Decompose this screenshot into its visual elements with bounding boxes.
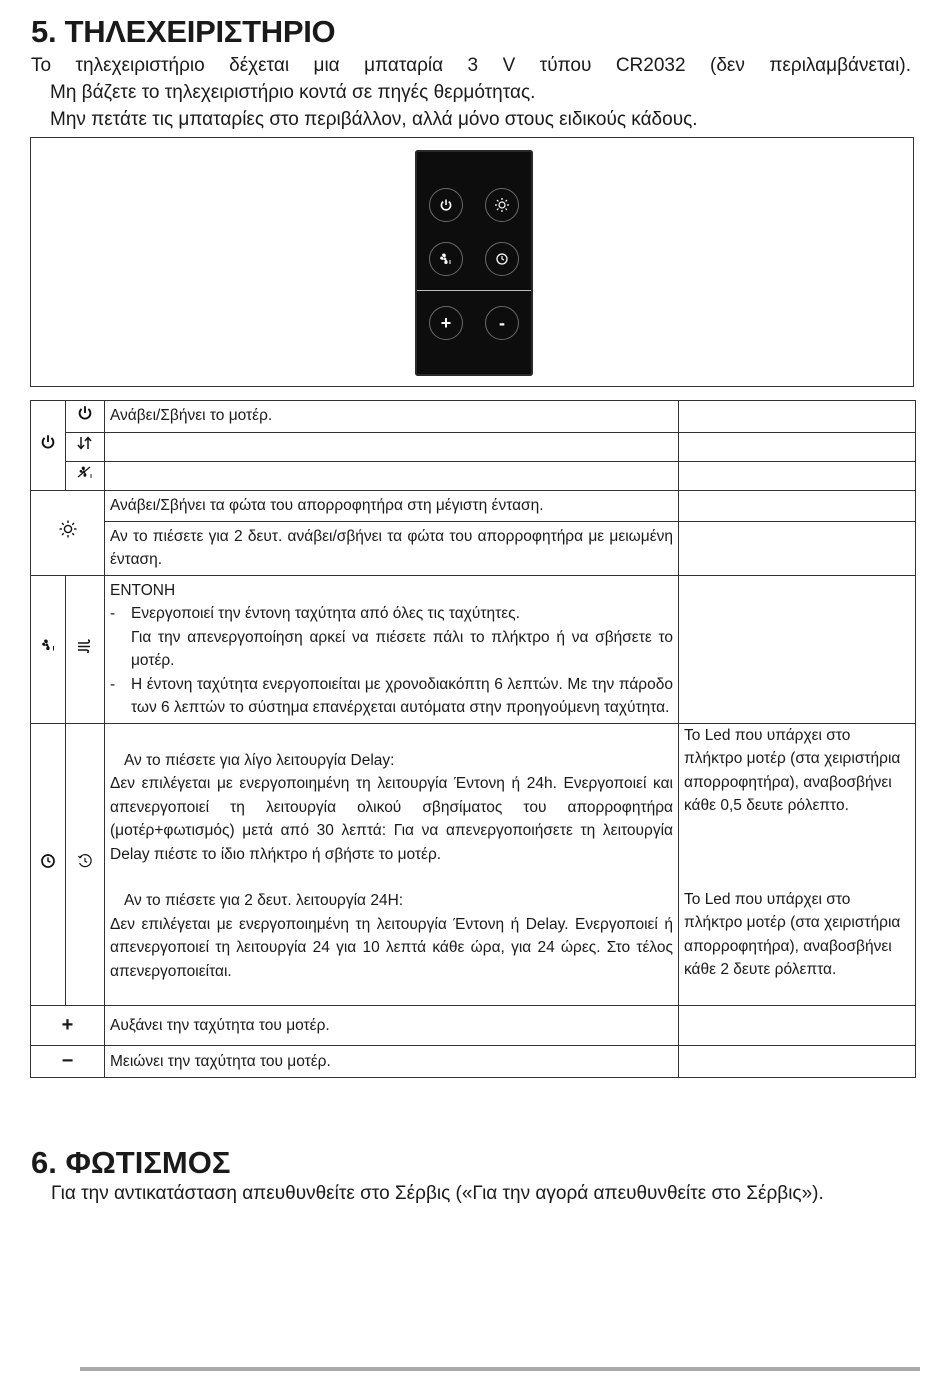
empty-note-cell xyxy=(679,1046,916,1078)
clock-icon xyxy=(77,853,93,869)
function-table xyxy=(30,400,916,1078)
empty-note-cell xyxy=(679,462,916,491)
h24-text: Δεν επιλέγεται με ενεργοποιημένη τη λειτουργία Έντονη ή Delay. Ενεργοποιεί ή απενεργοποιεί τη λειτουργία 24 για 10 λεπτά κάθε ώρα, για 24 ώρες. Στο τέλος απενεργοποιείται. xyxy=(110,915,673,980)
plus-icon: + xyxy=(61,1013,74,1036)
minus-icon: − xyxy=(61,1049,74,1072)
empty-note-cell xyxy=(679,433,916,462)
delay-heading: Αν το πιέσετε για λίγο λειτουργία Delay: xyxy=(124,751,395,769)
intense-heading: ΕΝΤΟΝΗ xyxy=(110,581,176,599)
intro-line-3: Μην πετάτε τις μπαταρίες στο περιβάλλον, αλλά μόνο στους ειδικούς κάδους. xyxy=(50,109,698,130)
light-description-2: Αν το πιέσετε για 2 δευτ. ανάβει/σβήνει τα φώτα του απορροφητήρα με μειωμένη ένταση. xyxy=(105,521,679,575)
timer-notes xyxy=(679,723,916,1006)
power-description: Ανάβει/Σβήνει το μοτέρ. xyxy=(105,401,679,433)
remote-divider xyxy=(417,290,531,291)
plus-description: Αυξάνει την ταχύτητα του μοτέρ. xyxy=(105,1006,679,1046)
empty-note-cell xyxy=(679,575,916,723)
remote-plus-button xyxy=(429,306,463,340)
timer-cell xyxy=(31,723,66,1006)
table-row xyxy=(31,1006,916,1046)
fan-off-icon xyxy=(76,464,94,480)
intro-line-1: Το τηλεχειριστήριο δέχεται μια μπαταρία 3 V τύπου CR2032 (δεν περιλαμβάνεται). xyxy=(31,55,911,76)
plus-icon: + xyxy=(440,313,452,333)
remote-control-image xyxy=(415,150,533,376)
intense-item-1: - Ενεργοποιεί την έντονη ταχύτητα από όλες τις ταχύτητες. xyxy=(110,605,520,622)
table-row xyxy=(31,575,916,723)
fan-icon xyxy=(438,251,454,267)
intense-item-2: - Η έντονη ταχύτητα ενεργοποιείται με χρονοδιακόπτη 6 λεπτών. Με την πάροδο των 6 λεπτών το σύστημα επανέρχεται αυτόματα στην προηγούμενη ταχύτητα. xyxy=(110,675,673,716)
remote-fan-button xyxy=(429,242,463,276)
remote-figure xyxy=(30,137,914,387)
intense-item-1-continued: Για την απενεργοποίηση αρκεί να πιέσετε πάλι το πλήκτρο ή να σβήσετε το μοτέρ. xyxy=(131,628,673,669)
wind-icon xyxy=(76,639,94,653)
table-row xyxy=(31,462,916,491)
delay-led-note: Το Led που υπάρχει στο πλήκτρο μοτέρ (στα χειριστήρια απορροφητήρα), αναβοσβήνει κάθε 0,5 δευτε ρόλεπτο. xyxy=(684,726,901,814)
empty-note-cell xyxy=(679,491,916,522)
power-sub-cell xyxy=(66,401,105,433)
table-row xyxy=(31,491,916,522)
table-row xyxy=(31,1046,916,1078)
empty-note-cell xyxy=(679,1006,916,1046)
minus-icon: - xyxy=(499,313,505,333)
timer-description xyxy=(105,723,679,1006)
fan-off-cell xyxy=(66,462,105,491)
table-row xyxy=(31,401,916,433)
empty-note-cell xyxy=(679,521,916,575)
empty-text-cell xyxy=(105,433,679,462)
light-icon xyxy=(58,519,78,539)
intro-line-2: Μη βάζετε το τηλεχειριστήριο κοντά σε πηγές θερμότητας. xyxy=(50,82,536,103)
empty-note-cell xyxy=(679,401,916,433)
power-icon xyxy=(77,405,93,421)
plus-cell xyxy=(31,1006,105,1046)
power-icon xyxy=(40,434,56,450)
minus-cell xyxy=(31,1046,105,1078)
fan-icon xyxy=(39,637,57,653)
wind-cell xyxy=(66,575,105,723)
speed-arrows-cell xyxy=(66,433,105,462)
up-down-arrows-icon xyxy=(76,435,94,451)
power-icon xyxy=(439,198,453,212)
light-group-cell xyxy=(31,491,105,576)
table-row xyxy=(31,521,916,575)
footer-rule xyxy=(80,1367,920,1371)
section-6-title: 6. ΦΩΤΙΣΜΟΣ xyxy=(31,1145,231,1180)
h24-led-note: Το Led που υπάρχει στο πλήκτρο μοτέρ (στα χειριστήρια απορροφητήρα), αναβοσβήνει κάθε 2 δευτε ρόλεπτα. xyxy=(684,890,901,978)
remote-minus-button xyxy=(485,306,519,340)
minus-description: Μειώνει την ταχύτητα του μοτέρ. xyxy=(105,1046,679,1078)
intense-description xyxy=(105,575,679,723)
table-row xyxy=(31,433,916,462)
fan-cell xyxy=(31,575,66,723)
remote-power-button xyxy=(429,188,463,222)
section-5-intro xyxy=(31,52,911,133)
section-6-text: Για την αντικατάσταση απευθυνθείτε στο Σέρβις («Για την αγορά απευθυνθείτε στο Σέρβις»). xyxy=(51,1183,824,1204)
light-description-1: Ανάβει/Σβήνει τα φώτα του απορροφητήρα στη μέγιστη ένταση. xyxy=(105,491,679,522)
section-5-title: 5. ΤΗΛΕΧΕΙΡΙΣΤΗΡΙΟ xyxy=(31,14,336,49)
power-group-cell xyxy=(31,401,66,491)
delay-text: Δεν επιλέγεται με ενεργοποιημένη τη λειτουργία Έντονη ή 24h. Ενεργοποιεί και απενεργοποιεί τη λειτουργία ολικού σβησίματος του απορροφητήρα (μοτέρ+φωτισμός) μετά από 30 λεπτά: Για να απενεργοποιήσετε τη λειτουργία Delay πιέστε το ίδιο πλήκτρο ή σβήστε το μοτέρ. xyxy=(110,775,673,863)
timer-icon xyxy=(495,252,509,266)
clock-cell xyxy=(66,723,105,1006)
h24-heading: Αν το πιέσετε για 2 δευτ. λειτουργία 24H: xyxy=(124,892,404,909)
light-icon xyxy=(494,197,510,213)
table-row xyxy=(31,723,916,1006)
timer-icon xyxy=(40,853,56,869)
remote-light-button xyxy=(485,188,519,222)
remote-timer-button xyxy=(485,242,519,276)
empty-text-cell xyxy=(105,462,679,491)
